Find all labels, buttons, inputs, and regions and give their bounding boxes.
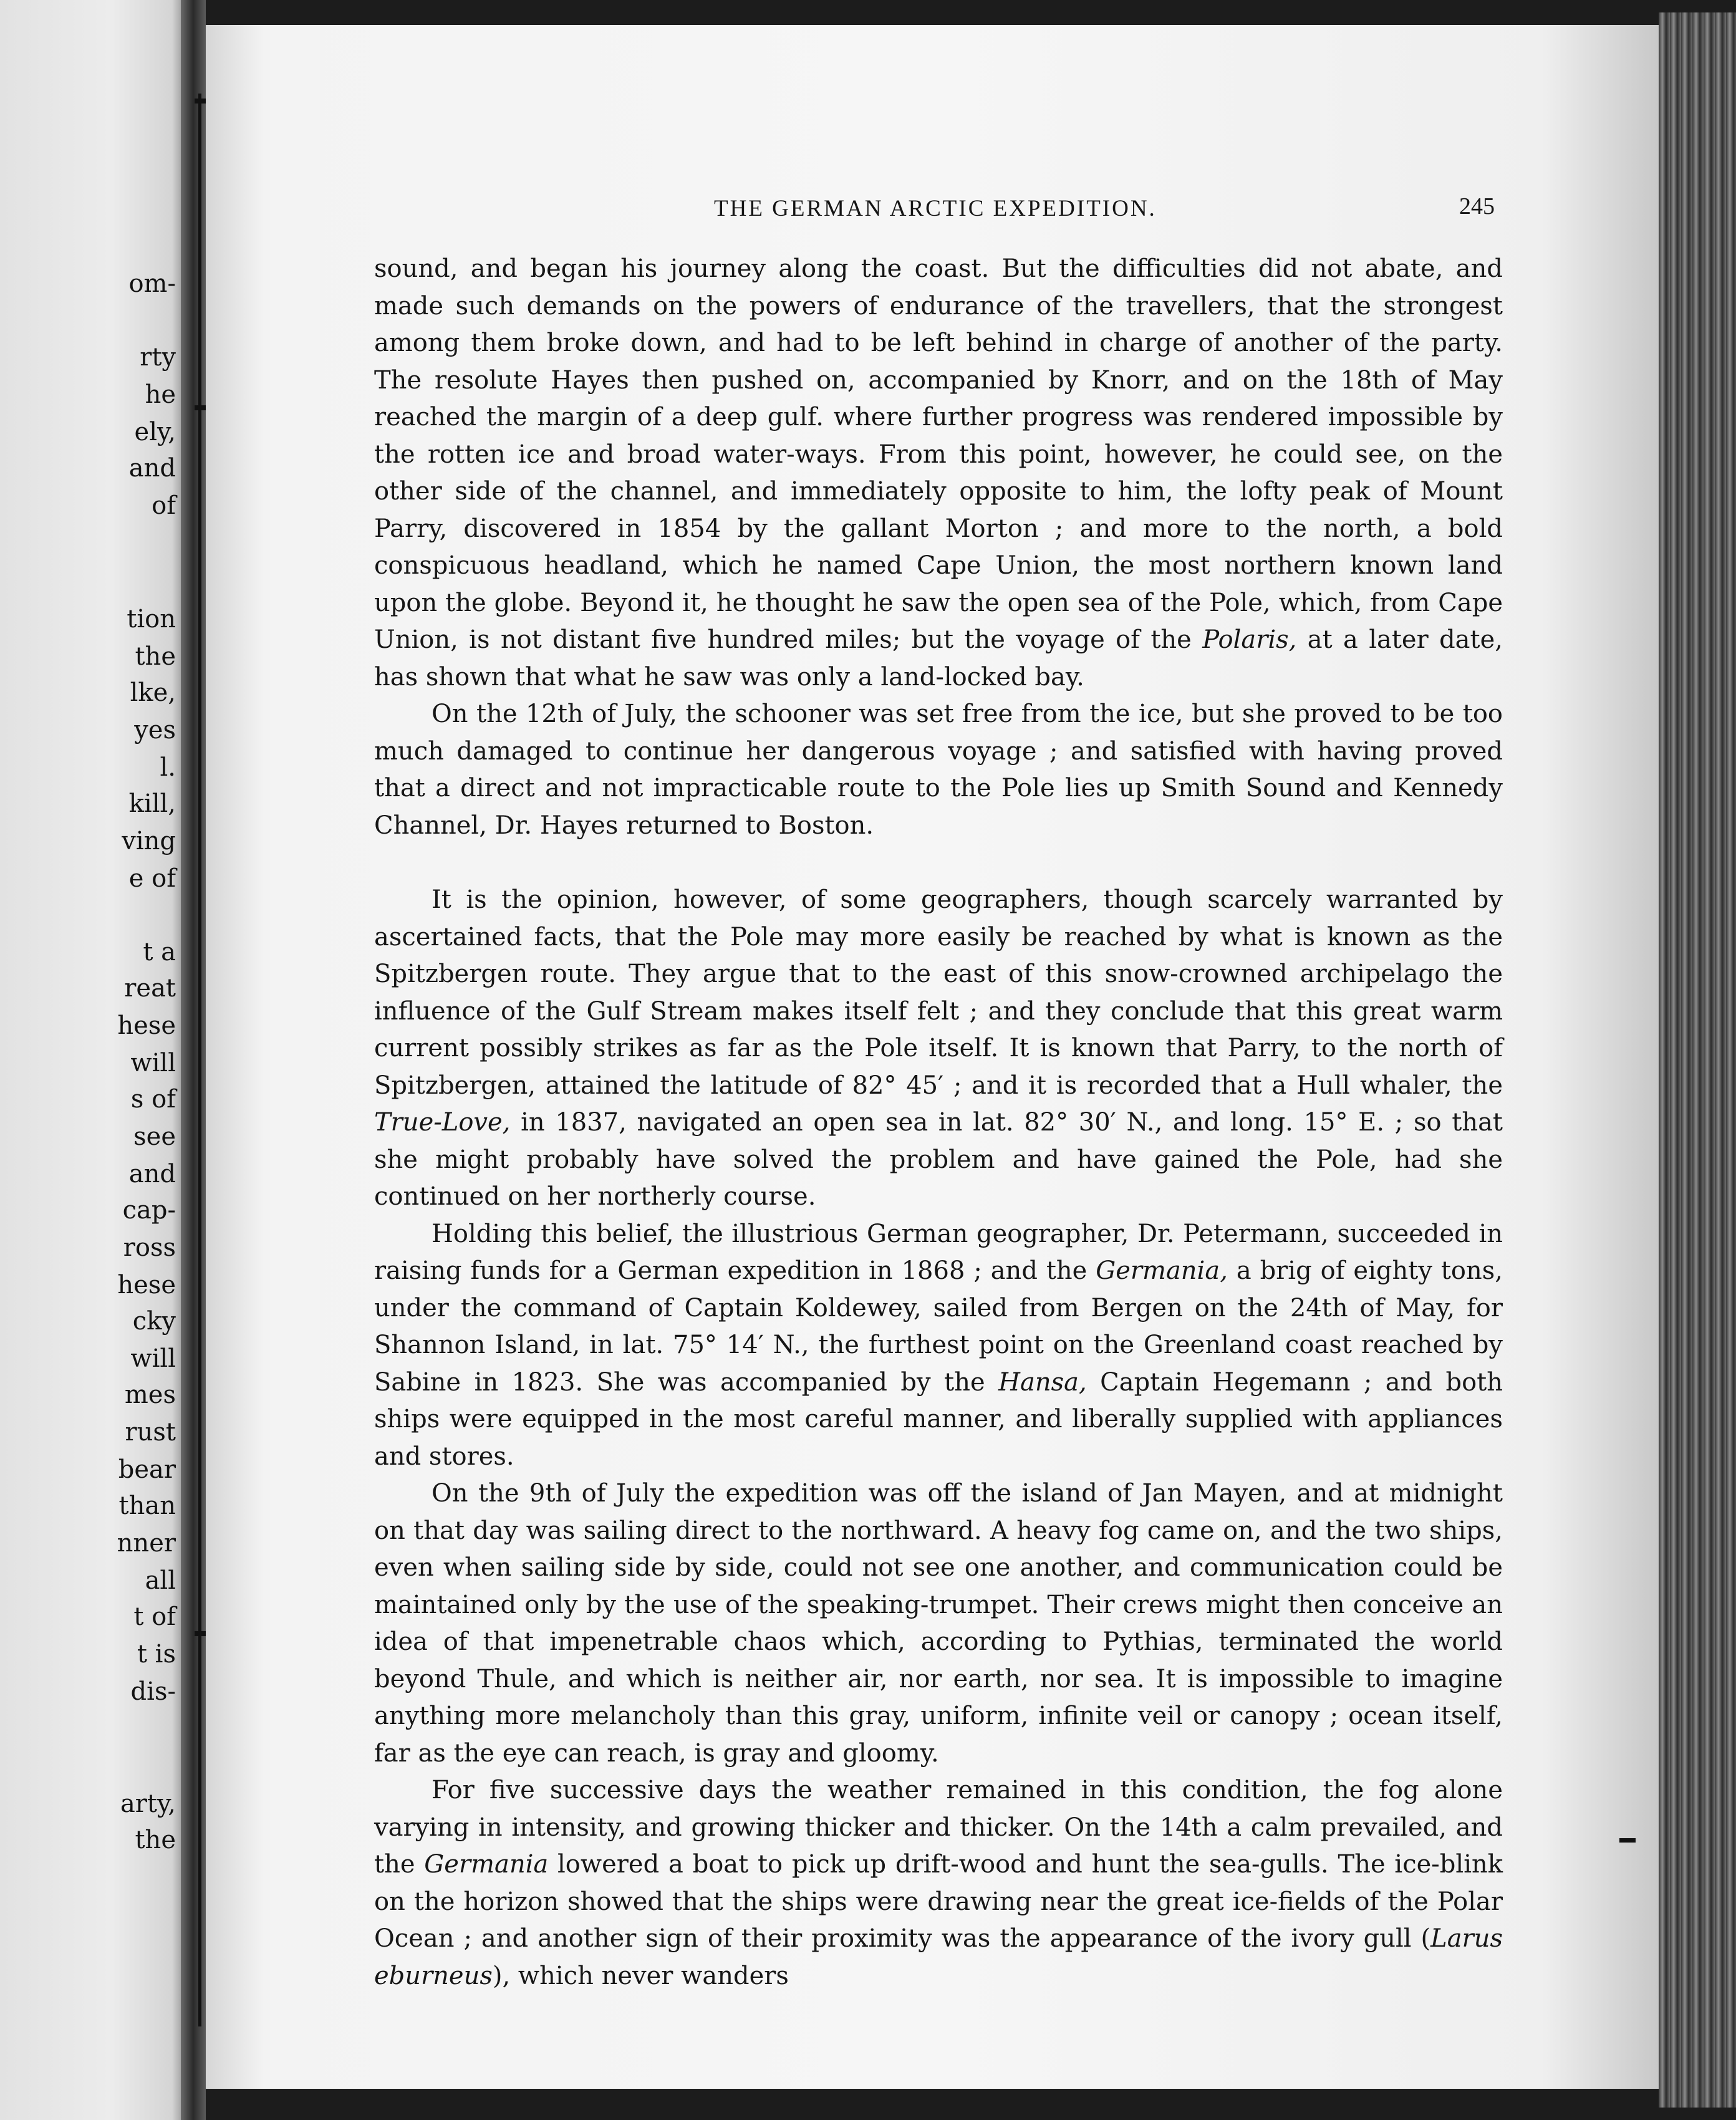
previous-page-edge (0, 0, 187, 2120)
fragment-line: yes (134, 716, 176, 744)
page-number: 245 (1459, 193, 1495, 219)
fragment-line: will (130, 1049, 176, 1077)
fragment-line: cap- (122, 1196, 176, 1225)
fragment-line: all (145, 1566, 176, 1595)
italic-text-run: True-Love, (374, 1108, 511, 1137)
margin-mark (1619, 1838, 1636, 1843)
book-gutter (181, 0, 206, 2120)
fragment-line: rust (125, 1418, 176, 1447)
fragment-line: ely, (134, 418, 176, 446)
binding-notch (195, 99, 206, 104)
text-run: ), which never wanders (492, 1961, 789, 1990)
binding-notch (195, 405, 206, 410)
fragment-line: arty, (120, 1790, 176, 1818)
fragment-line: ross (123, 1233, 176, 1262)
fragment-line: l. (160, 753, 176, 782)
paragraph (374, 251, 1503, 696)
paragraph (374, 1216, 1503, 1476)
fragment-line: t of (133, 1602, 176, 1631)
fragment-line: cky (132, 1307, 176, 1336)
binding-line (198, 94, 201, 2026)
text-run: For five successive days the weather remained in this condition, the fog alone varying in intensity, and growing thicker and thicker. On the 14th a calm prevailed, and the (374, 1776, 1503, 1879)
text-run: On the 12th of July, the schooner was set free from the ice, but she proved to be too much damaged to continue her dangerous voyage ; and satisfied with having proved that a direct and not impracticable route to the Pole lies up Smith Sound and Kennedy Channel, Dr. Hayes returned to Boston. (374, 700, 1503, 840)
fragment-line: hese (117, 1271, 176, 1299)
fragment-line: will (130, 1344, 176, 1373)
fragment-line: ving (122, 827, 176, 855)
fragment-line: than (118, 1491, 176, 1520)
italic-text-run: Larus eburneus (374, 1924, 1503, 1990)
fragment-line: and (128, 454, 176, 483)
page-block-edge (1659, 12, 1736, 2108)
text-run: lowered a boat to pick up drift-wood and hunt the sea-gulls. The ice-blink on the horizon showed that the ships were drawing near the great ice-fields of the Polar Ocean ; and another sign of their proximity was the appearance of the ivory gull ( (374, 1850, 1503, 1953)
fragment-line: bear (118, 1455, 176, 1484)
text-run: in 1837, navigated an open sea in lat. 82° 30′ N., and long. 15° E. ; so that she might probably have solved the problem and have gained the Pole, had she continued on her northerly course. (374, 1108, 1503, 1211)
fragment-line: rty (140, 343, 176, 372)
fragment-line: the (135, 1826, 176, 1854)
fragment-line: om- (128, 269, 176, 298)
italic-text-run: Hansa, (998, 1367, 1087, 1397)
fragment-line: and (128, 1160, 176, 1188)
text-run: a brig of eighty tons, under the command of Captain Koldewey, sailed from Bergen on the 24th of May, for Shannon Island, in lat. 75° 14′ N., the furthest point on the Greenland coast reached by Sabine in 1823. She was accompanied by the (374, 1256, 1503, 1397)
running-header: THE GERMAN ARCTIC EXPEDITION. (714, 196, 1157, 221)
fragment-line: of (152, 491, 176, 520)
fragment-line: kill, (128, 789, 176, 818)
italic-text-run: Germania, (1096, 1256, 1228, 1285)
paragraph (374, 1772, 1503, 1995)
text-run: Captain Hegemann ; and both ships were equipped in the most careful manner, and liberally supplied with appliances and stores. (374, 1367, 1503, 1471)
text-run: It is the opinion, however, of some geographers, though scarcely warranted by ascertained facts, that the Pole may more easily be reached by what is known as the Spitzbergen route. They argue that to the east of this snow-crowned archipelago the influence of the Gulf Stream makes itself felt ; and they conclude that this great warm current possibly strikes as far as the Pole itself. It is known that Parry, to the north of Spitzbergen, attained the latitude of 82° 45′ ; and it is recorded that a Hull whaler, the (374, 885, 1503, 1100)
fragment-line: s of (130, 1085, 176, 1114)
fragment-line: e of (128, 864, 176, 893)
paragraph (374, 1475, 1503, 1772)
fragment-line: see (133, 1122, 176, 1151)
text-run: at a later date, has shown that what he saw was only a land-locked bay. (374, 625, 1503, 691)
fragment-line: the (135, 642, 176, 671)
italic-text-run: Polaris, (1202, 625, 1297, 654)
fragment-line: t is (137, 1640, 176, 1669)
fragment-line: tion (127, 605, 176, 634)
binding-notch (195, 1631, 206, 1636)
fragment-line: dis- (130, 1677, 176, 1706)
fragment-line: lke, (130, 678, 176, 707)
text-run: Holding this belief, the illustrious German geographer, Dr. Petermann, succeeded in raising funds for a German expedition in 1868 ; and the (374, 1219, 1503, 1285)
italic-text-run: Germania (424, 1850, 549, 1879)
page-body (374, 251, 1503, 1995)
text-run: sound, and began his journey along the coast. But the difficulties did not abate, and made such demands on the powers of endurance of the travellers, that the strongest among them broke down, and had to be left behind in charge of another of the party. The resolute Hayes then pushed on, accompanied by Knorr, and on the 18th of May reached the margin of a deep gulf. where further progress was rendered impossible by the rotten ice and broad water-ways. From this point, however, he could see, on the other side of the channel, and immediately opposite to him, the lofty peak of Mount Parry, discovered in 1854 by the gallant Morton ; and more to the north, a bold conspicuous headland, which he named Cape Union, the most northern known land upon the globe. Beyond it, he thought he saw the open sea of the Pole, which, from Cape Union, is not distant five hundred miles; but the voyage of the (374, 254, 1503, 654)
fragment-line: nner (117, 1529, 176, 1558)
fragment-line: mes (124, 1380, 176, 1409)
fragment-line: t a (143, 938, 176, 966)
text-run: On the 9th of July the expedition was off the island of Jan Mayen, and at midnight on that day was sailing direct to the northward. A heavy fog came on, and the two ships, even when sailing side by side, could not see one another, and communication could be maintained only by the use of the speaking-trumpet. Their crews might then conceive an idea of that impenetrable chaos which, according to Pythias, terminated the world beyond Thule, and which is neither air, nor earth, nor sea. It is impossible to imagine anything more melancholy than this gray, uniform, infinite veil or canopy ; ocean itself, far as the eye can reach, is gray and gloomy. (374, 1479, 1503, 1768)
paragraph (374, 882, 1503, 1216)
fragment-line: he (145, 380, 176, 409)
previous-page-text-fragments (89, 0, 176, 2120)
fragment-line: hese (117, 1011, 176, 1040)
paragraph (374, 696, 1503, 844)
fragment-line: reat (124, 974, 176, 1003)
